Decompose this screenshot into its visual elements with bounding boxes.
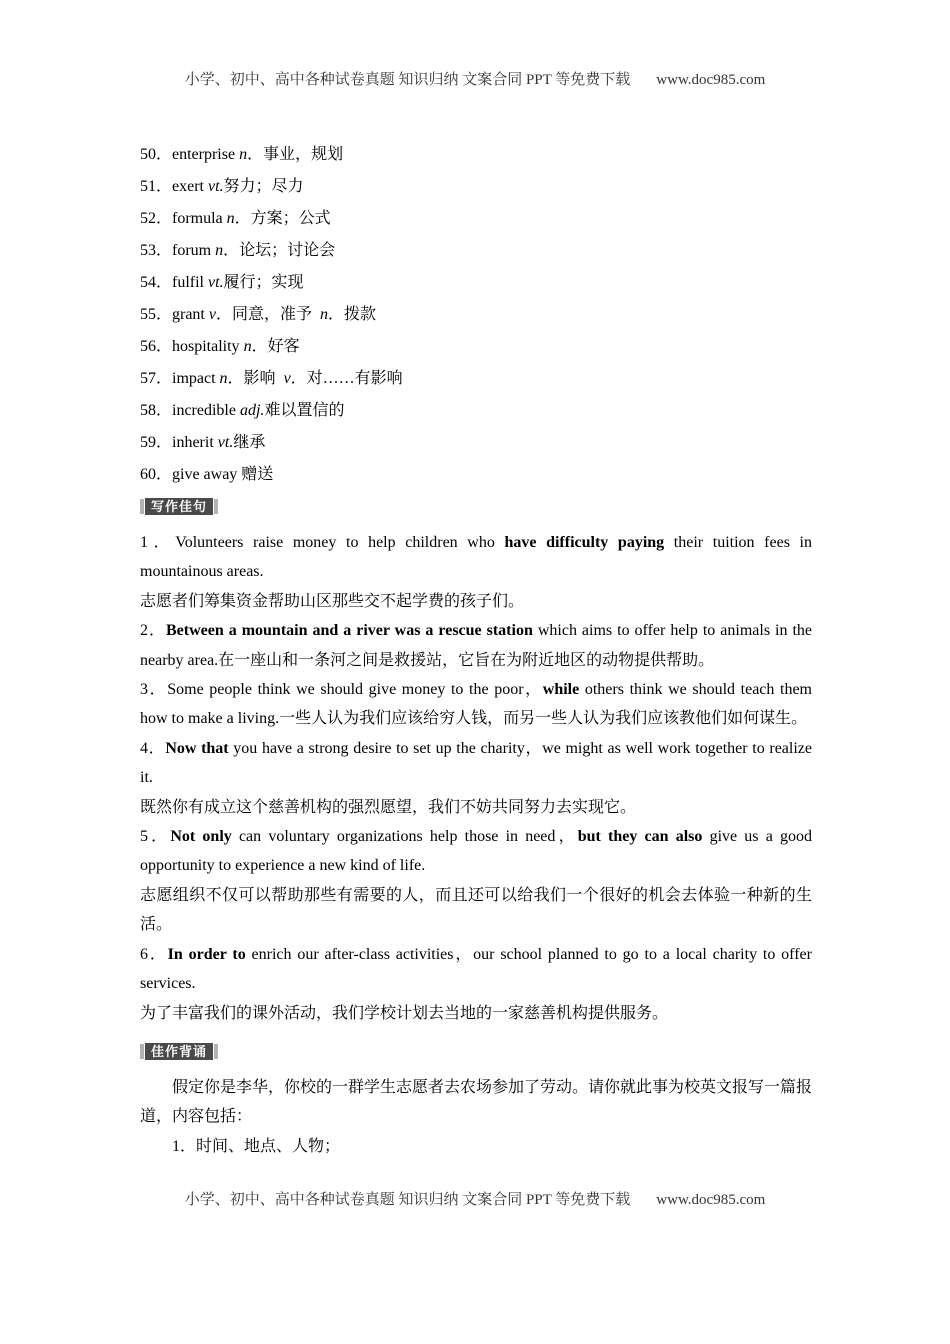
text-run: 55．grant	[140, 306, 209, 323]
footer-promo-text: 小学、初中、高中各种试卷真题 知识归纳 文案合同 PPT 等免费下载	[184, 1192, 631, 1208]
text-run: 53．forum	[140, 242, 216, 259]
text-run: 59．inherit	[140, 434, 218, 451]
sentence-paragraph	[140, 528, 812, 587]
sentence-paragraph	[140, 881, 812, 940]
text-run: 57．impact	[140, 370, 220, 387]
sentence-paragraphs	[140, 528, 812, 1028]
section-writing-sentences	[140, 498, 812, 1028]
text-run: 假定你是李华，你校的一群学生志愿者去农场参加了劳动。请你就此事为校英文报写一篇报道，内容包括：	[140, 1078, 813, 1126]
text-run: 58．incredible	[140, 402, 240, 419]
text-run: ．影响	[227, 370, 284, 387]
badge-left-bar-icon	[140, 499, 144, 514]
sentence-paragraph	[140, 822, 812, 881]
italic-run: n	[215, 242, 224, 259]
text-run: 51．exert	[140, 178, 208, 195]
text-run: 52．formula	[140, 210, 227, 227]
italic-run: v	[283, 370, 291, 387]
text-run: 履行；实现	[223, 274, 304, 291]
text-run: 6．	[140, 945, 168, 963]
italic-run: vt.	[208, 274, 224, 291]
header-site-url: www.doc985.com	[656, 72, 766, 88]
vocab-item	[140, 139, 812, 171]
text-run: ．方案；公式	[234, 210, 331, 227]
sentence-paragraph	[140, 734, 812, 793]
text-run: can voluntary organizations help those in need，	[231, 828, 578, 846]
bold-run: Not only	[170, 828, 232, 846]
text-run: ．论坛；讨论会	[223, 242, 336, 259]
sentence-paragraph	[140, 587, 812, 616]
document-content	[140, 139, 812, 1161]
bold-run: have difficulty paying	[504, 534, 665, 551]
text-run: 3．Some people think we should give money to the poor，	[140, 681, 543, 699]
page-header	[0, 68, 950, 89]
prompt-paragraph	[140, 1132, 812, 1161]
text-run: 5．	[140, 828, 171, 846]
text-run: ．拨款	[328, 306, 377, 323]
badge-left-bar-icon	[140, 1044, 144, 1059]
vocab-item	[140, 171, 812, 203]
italic-run: n	[239, 146, 248, 163]
text-run: their tuition fees in mountainous areas.	[140, 534, 812, 581]
text-run: 56．hospitality	[140, 338, 244, 355]
text-run: 1．时间、地点、人物；	[172, 1137, 341, 1155]
text-run: enrich our after-class activities，our school planned to go to a local charity to offer services.	[140, 945, 812, 993]
sentence-paragraph	[140, 793, 812, 822]
bold-run: while	[542, 681, 580, 699]
text-run: ．对……有影响	[290, 370, 403, 387]
italic-run: vt.	[207, 178, 224, 195]
sentence-paragraph	[140, 616, 812, 675]
text-run: 2．	[140, 622, 166, 640]
sentence-paragraph	[140, 999, 812, 1028]
badge-right-bar-icon	[214, 1044, 218, 1059]
text-run: which aims to offer help to animals in the nearby area.在一座山和一条河之间是救援站，它旨在为附近地区的动物提供帮助。	[140, 622, 812, 669]
sentence-paragraph	[140, 940, 812, 999]
text-run: 为了丰富我们的课外活动，我们学校计划去当地的一家慈善机构提供服务。	[140, 1004, 669, 1022]
vocab-item	[140, 235, 812, 267]
vocab-item	[140, 459, 812, 491]
badge-right-bar-icon	[214, 499, 218, 514]
sentence-paragraph	[140, 675, 812, 734]
text-run: 志愿者们筹集资金帮助山区那些交不起学费的孩子们。	[140, 592, 525, 610]
section-model-writing	[140, 1043, 812, 1161]
badge-row	[140, 498, 812, 515]
italic-run: n	[219, 370, 228, 387]
section-badge	[140, 498, 218, 515]
text-run: 努力；尽力	[223, 178, 304, 195]
bold-run: In order to	[167, 945, 246, 963]
vocab-item	[140, 203, 812, 235]
text-run: ．事业，规划	[247, 146, 344, 163]
text-run: 54．fulfil	[140, 274, 208, 291]
vocab-item	[140, 395, 812, 427]
italic-run: n	[226, 210, 235, 227]
vocab-item	[140, 363, 812, 395]
vocab-item	[140, 331, 812, 363]
text-run: ．同意，准予	[216, 306, 321, 323]
text-run: 既然你有成立这个慈善机构的强烈愿望，我们不妨共同努力去实现它。	[140, 798, 637, 816]
header-promo-text: 小学、初中、高中各种试卷真题 知识归纳 文案合同 PPT 等免费下载	[184, 72, 631, 88]
prompt-paragraph	[140, 1073, 812, 1132]
bold-run: but they can also	[577, 828, 703, 846]
text-run: 1．Volunteers raise money to help children who	[140, 534, 505, 551]
text-run: 60．give away 赠送	[140, 466, 274, 483]
prompt-paragraphs	[140, 1073, 812, 1161]
italic-run: v	[208, 306, 216, 323]
italic-run: n	[320, 306, 329, 323]
text-run: you have a strong desire to set up the charity，we might as well work together to realize it.	[140, 739, 812, 787]
page-footer	[0, 1188, 950, 1209]
bold-run: Now that	[165, 739, 229, 757]
text-run: others think we should teach them how to make a living.一些人认为我们应该给穷人钱，而另一些人认为我们应该教他们如何谋生。	[140, 681, 813, 728]
text-run: give us a good opportunity to experience a new kind of life.	[140, 828, 812, 875]
vocab-list	[140, 139, 812, 491]
italic-run: n	[243, 338, 252, 355]
text-run: 50．enterprise	[140, 146, 240, 163]
italic-run: vt.	[217, 434, 234, 451]
badge-row	[140, 1043, 812, 1060]
text-run: 继承	[233, 434, 266, 451]
text-run: 志愿组织不仅可以帮助那些有需要的人，而且还可以给我们一个很好的机会去体验一种新的生活。	[140, 886, 812, 934]
text-run: 难以置信的	[264, 402, 345, 419]
section-badge-label: 佳作背诵	[145, 1043, 213, 1060]
text-run: ．好客	[251, 338, 300, 355]
footer-site-url: www.doc985.com	[656, 1192, 766, 1208]
vocab-item	[140, 267, 812, 299]
section-badge	[140, 1043, 218, 1060]
vocab-item	[140, 427, 812, 459]
vocab-item	[140, 299, 812, 331]
italic-run: adj.	[239, 402, 265, 419]
section-badge-label: 写作佳句	[145, 498, 213, 515]
bold-run: Between a mountain and a river was a rescue station	[165, 622, 533, 640]
text-run: 4．	[140, 739, 166, 757]
